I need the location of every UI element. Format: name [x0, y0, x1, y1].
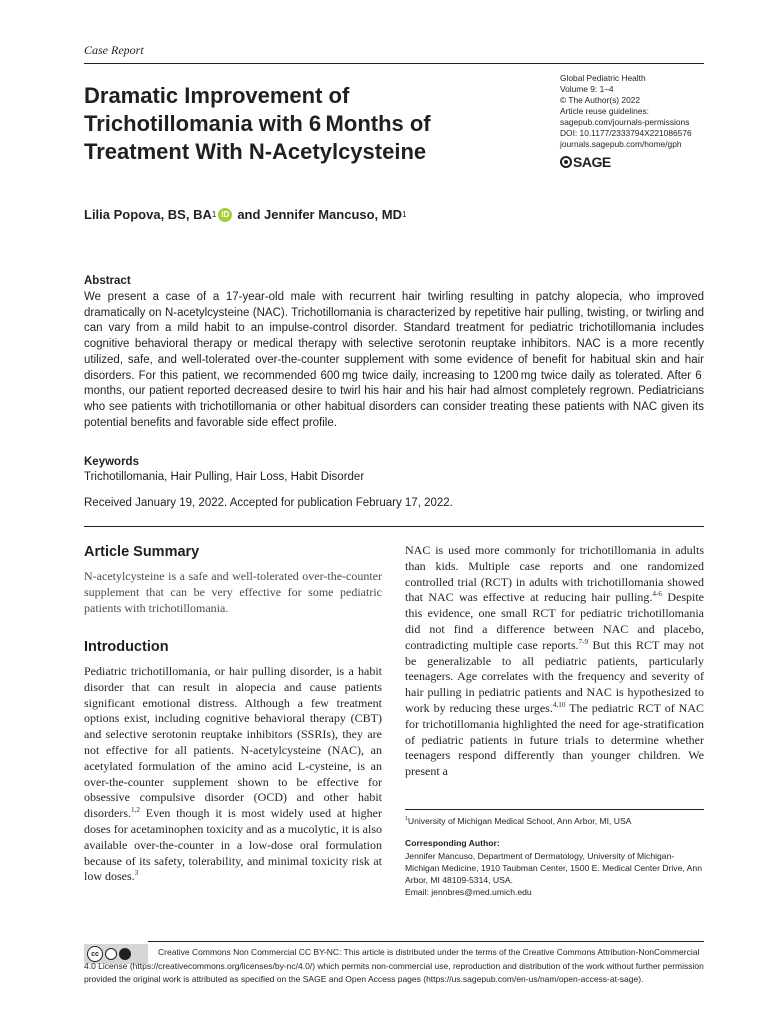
- journal-meta: [560, 73, 730, 150]
- introduction-heading: Introduction: [84, 639, 169, 655]
- body-text: But this RCT may not be generalizable to all pediatric patients, particularly teenagers. Age correlates with the frequency and severity of hair pulling in pediatric patients and NAC is hypothesized to work by reducing these urges.: [405, 637, 704, 715]
- sage-logo-text: SAGE: [573, 154, 611, 170]
- body-text: The pediatric RCT of NAC for trichotillomania highlighted the need for age-stratification of pediatric patients in future trials to determine whether teenagers respond differently than younger children. We present a: [405, 700, 704, 779]
- header-rule: [84, 63, 704, 64]
- reuse-link[interactable]: sagepub.com/journals-permissions: [560, 117, 690, 127]
- journal-copyright: © The Author(s) 2022: [560, 95, 641, 105]
- title-line: Trichotillomania with 6 Months of: [84, 111, 431, 136]
- affiliation-note: [405, 816, 704, 827]
- article-title: [84, 82, 504, 166]
- license-rule: [148, 941, 704, 942]
- citation-ref[interactable]: 7-9: [578, 637, 589, 646]
- introduction-text: [84, 664, 382, 885]
- author-name[interactable]: and Jennifer Mancuso, MD: [237, 207, 403, 222]
- corresponding-author-details: [405, 850, 704, 898]
- license-text: Creative Commons Non Commercial CC BY-NC: This article is distributed under the terms of the Creative Commons Attribution-NonCommercial 4.0 License (https://creativecommons.org/licenses/by-nc/4.0/) which permits non-commercial use, reproduction and distribution of the work without further permission provided the original work is attributed as specified on the SAGE and Open Access pages (https://us.sagepub.com/en-us/nam/open-access-at-sage).: [84, 947, 704, 984]
- sage-logo-icon: [560, 156, 572, 168]
- section-rule: [84, 526, 704, 527]
- body-text: Despite this evidence, one small RCT for pediatric trichotillomania did not find a difference between NAC and placebo, contradicting multiple case reports.: [405, 590, 704, 652]
- author-name[interactable]: Lilia Popova, BS, BA: [84, 207, 212, 222]
- orcid-icon[interactable]: ID: [218, 208, 232, 222]
- cc-icon: cc: [87, 946, 103, 962]
- citation-ref[interactable]: 4-6: [652, 590, 662, 599]
- citation-ref[interactable]: 1,2: [131, 806, 140, 815]
- abstract-text: We present a case of a 17-year-old male with recurrent hair twirling resulting in patchy alopecia, who improved dramatically on N-acetylcysteine (NAC). Trichotillomania is characterized by repetitive hair pulling, twisting, or twirling and can vary from a mild habit to an impulse-control disorder. Standard treatment for pediatric trichotillomania includes cognitive behavioral therapy or medical therapy with selective serotonin reuptake inhibitors. NAC is a more recently utilized, safe, and well-tolerated over-the-counter supplement with some evidence of benefit for habitual skin and hair disorders. For this patient, we recommended 600 mg twice daily, increasing to 1200 mg twice daily as tolerated. After 6 months, our patient reported decreased desire to twirl his hair and his hair had almost completely regrown. Pediatricians who see patients with trichotillomania or other habitual disorders can consider treating these patients with NAC given its potential benefits and favorable side effect profile.: [84, 291, 704, 429]
- journal-name: Global Pediatric Health: [560, 73, 646, 83]
- reuse-label: Article reuse guidelines:: [560, 106, 649, 116]
- affiliation-text: University of Michigan Medical School, Ann Arbor, MI, USA: [407, 816, 632, 826]
- body-text: Even though it is most widely used at higher doses for acetaminophen toxicity and as a mucolytic, it is also available over-the-counter in a low-dose oral formulation because of its safety, tolerability, and minimal toxicity risk at low doses.: [84, 806, 382, 884]
- citation-ref[interactable]: 3: [134, 869, 139, 878]
- citation-ref[interactable]: 4,10: [552, 700, 566, 709]
- received-dates: Received January 19, 2022. Accepted for publication February 17, 2022.: [84, 497, 453, 509]
- title-line: Treatment With N-Acetylcysteine: [84, 139, 427, 164]
- journal-volume: Volume 9: 1–4: [560, 84, 614, 94]
- right-column-text: [405, 543, 704, 780]
- article-summary-text: N-acetylcysteine is a safe and well-tolerated over-the-counter supplement that can be very effective for some pediatric patients with trichotillomania.: [84, 569, 382, 615]
- article-summary-heading: Article Summary: [84, 544, 200, 560]
- keywords-heading: Keywords: [84, 456, 139, 468]
- corresponding-author-address: Jennifer Mancuso, Department of Dermatology, University of Michigan-Michigan Medicine, 1910 Taubman Center, 1500 E. Medical Center Drive, Ann Arbor, MI 48109-5314, USA.: [405, 851, 702, 885]
- corresponding-author-heading: Corresponding Author:: [405, 838, 500, 848]
- body-text: Pediatric trichotillomania, or hair pulling disorder, is a habit disorder that can result in alopecia and cause patients significant emotional distress. Although a few treatment options exist, including cognitive behavioral therapy (CBT) and selective serotonin reuptake inhibitors (SSRIs), they are not effective for all patients. N-acetylcysteine (NAC), an acetylated formulation of the amino acid L-cysteine, is an over-the-counter supplement shown to be effective for obsessive compulsive disorder (OCD) and other habit disorders.: [84, 664, 382, 821]
- abstract-heading: Abstract: [84, 275, 131, 287]
- keywords-list: Trichotillomania, Hair Pulling, Hair Loss, Habit Disorder: [84, 471, 365, 483]
- journal-home-link[interactable]: journals.sagepub.com/home/gph: [560, 139, 682, 149]
- author-list: Lilia Popova, BS, BA 1 ID and Jennifer Mancuso, MD 1: [84, 207, 407, 222]
- corresponding-author-email[interactable]: Email: jennbres@med.umich.edu: [405, 887, 532, 897]
- footnote-rule: [405, 809, 704, 810]
- affiliation-marker: 1: [405, 816, 408, 823]
- doi[interactable]: DOI: 10.1177/2333794X221086576: [560, 128, 692, 138]
- sage-logo: [560, 154, 611, 170]
- section-type-label: Case Report: [84, 43, 144, 57]
- body-text: NAC is used more commonly for trichotillomania in adults than kids. Multiple case reports and one randomized controlled trial (RCT) in adults with trichotillomania showed that NAC was effective at reducing hair pulling.: [405, 543, 704, 605]
- title-line: Dramatic Improvement of: [84, 83, 350, 108]
